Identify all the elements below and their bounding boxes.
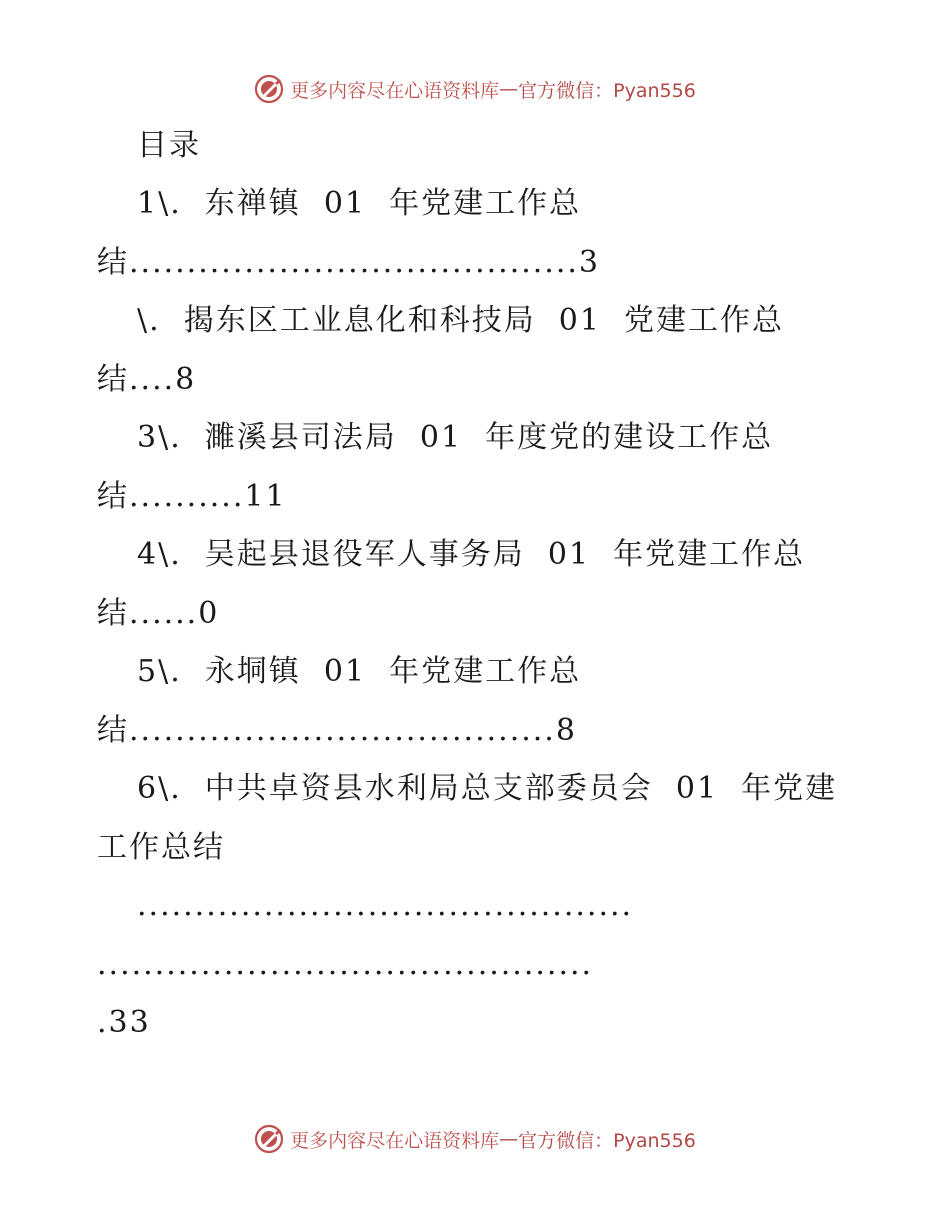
banner-wechat: 官方微信：Pyan556 (518, 1129, 696, 1152)
pen-logo-icon (254, 1124, 284, 1154)
banner-wechat: 官方微信：Pyan556 (518, 79, 696, 102)
toc-entry-5-page: 结.....................................8 (97, 713, 577, 748)
banner-text: 更多内容尽在心语资料库 (290, 1129, 500, 1152)
header-banner (0, 74, 950, 104)
toc-entry-2-page: 结....8 (97, 362, 197, 397)
toc-entry-6-page: .33 (97, 1005, 151, 1040)
toc-heading: 目录 (137, 128, 201, 163)
toc-entry-2-title: \. 揭东区工业息化和科技局 01 党建工作总 (137, 303, 785, 338)
toc-entry-3-page: 结..........11 (97, 479, 287, 514)
banner-separator: — (499, 1128, 519, 1150)
toc-entry-6-title-cont: 工作总结 (97, 830, 225, 865)
toc-entry-5-title: 5\. 永垌镇 01 年党建工作总 (137, 654, 582, 689)
toc-entry-4-page: 结......0 (97, 596, 220, 631)
toc-entry-6-leader-1: ........................................... (137, 888, 634, 923)
footer-banner (0, 1124, 950, 1154)
toc-entry-6-leader-2: ........................................... (97, 947, 594, 982)
toc-entry-4-title: 4\. 吴起县退役军人事务局 01 年党建工作总 (137, 537, 806, 572)
toc-entry-6-title: 6\. 中共卓资县水利局总支部委员会 01 年党建 (137, 771, 838, 806)
toc-entry-3-title: 3\. 濉溪县司法局 01 年度党的建设工作总 (137, 420, 774, 455)
toc-entry-1-title: 1\. 东禅镇 01 年党建工作总 (137, 186, 582, 221)
banner-text: 更多内容尽在心语资料库 (290, 79, 500, 102)
toc-entry-1-page: 结.......................................3 (97, 245, 600, 280)
pen-logo-icon (254, 74, 284, 104)
banner-separator: — (499, 78, 519, 100)
